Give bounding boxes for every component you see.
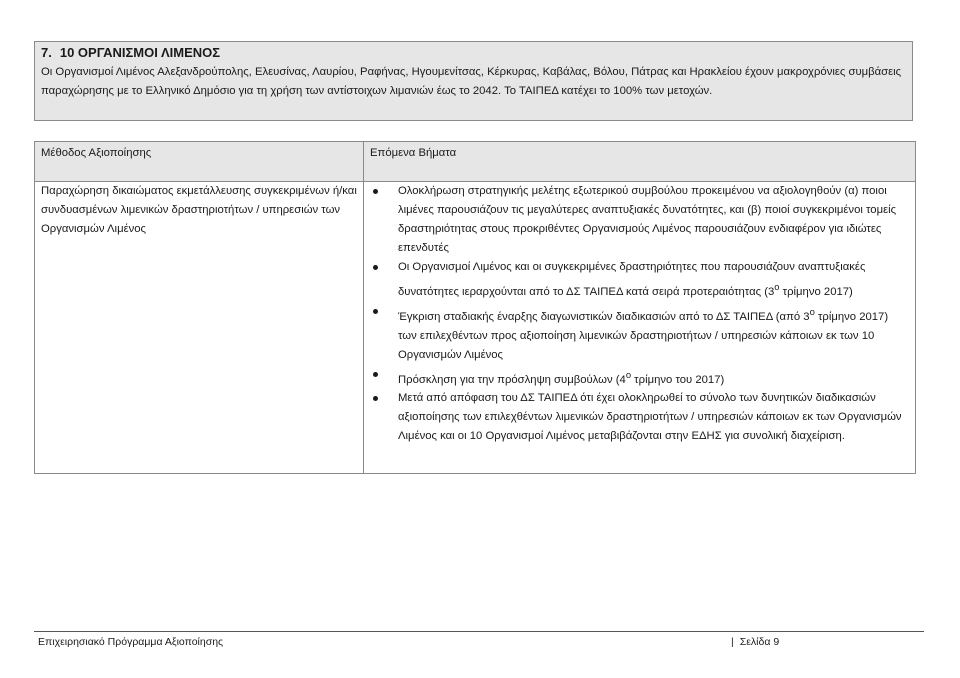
footer-page-number <box>731 635 779 649</box>
list-item <box>370 182 909 258</box>
step-4-text-after: τρίμηνο του 2017) <box>631 373 725 386</box>
footer-separator: | <box>731 636 734 648</box>
header-method: Μέθοδος Αξιοποίησης <box>35 142 364 182</box>
step-3-text: Έγκριση σταδιακής έναρξης διαγωνιστικών διαδικασιών από το ΔΣ ΤΑΙΠΕΔ (από 3 <box>398 310 810 323</box>
list-item <box>370 258 909 302</box>
step-3-sup: ο <box>809 305 815 317</box>
footer-page-label: Σελίδα 9 <box>739 636 780 648</box>
header-next-steps: Επόμενα Βήματα <box>364 142 916 182</box>
section-title <box>41 44 906 62</box>
footer-divider <box>34 631 924 632</box>
method-cell <box>35 182 364 474</box>
step-4-text: Πρόσκληση για την πρόσληψη συμβούλων (4 <box>398 373 626 386</box>
utilization-table <box>34 141 916 474</box>
table-row <box>35 182 916 474</box>
section-title-text: 10 ΟΡΓΑΝΙΣΜΟΙ ΛΙΜΕΝΟΣ <box>59 45 221 60</box>
list-item <box>370 365 909 390</box>
section-header-box <box>34 41 913 121</box>
step-2-text: Οι Οργανισμοί Λιμένος και οι συγκεκριμένες δραστηριότητες που παρουσιάζουν αναπτυξιακές δυνατότητες ιεραρχούνται από το ΔΣ ΤΑΙΠΕΔ κατά σειρά προτεραιότητας (3 <box>398 261 866 298</box>
list-item <box>370 302 909 365</box>
step-4-sup: ο <box>625 368 632 380</box>
step-5-text: Μετά από απόφαση του ΔΣ ΤΑΙΠΕΔ ότι έχει ολοκληρωθεί το σύνολο των δυνητικών διαδικασιών αξιοποίησης των επιλεχθέντων λιμενικών δραστηριοτήτων / υπηρεσιών κάποιων εκ των Οργανισμών Λιμένος και οι 10 Οργανισμοί Λιμένος μεταβιβάζονται στην ΕΔΗΣ για συνολική διαχείριση. <box>398 392 902 443</box>
steps-cell <box>364 182 916 474</box>
list-item <box>370 389 909 446</box>
section-number: 7. <box>41 45 52 60</box>
steps-list <box>370 182 909 446</box>
step-2-text-after: τρίμηνο 2017) <box>779 285 853 298</box>
step-1-text: Ολοκλήρωση στρατηγικής μελέτης εξωτερικού συμβούλου προκειμένου να αξιολογηθούν (α) ποιοι λιμένες παρουσιάζουν τις μεγαλύτερες αναπτυξιακές δυνατότητες, και (β) ποιοί συγκεκριμένοι τομείς δραστηριότητας στους προκριθέντες Οργανισμούς Λιμένος παρουσιάζουν ενδιαφέρον για ιδιώτες επενδυτές <box>398 185 897 254</box>
method-text: Παραχώρηση δικαιώματος εκμετάλλευσης συγκεκριμένων ή/και συνδυασμένων λιμενικών δραστηριοτήτων / υπηρεσιών των Οργανισμών Λιμένος <box>41 185 357 235</box>
section-description: Οι Οργανισμοί Λιμένος Αλεξανδρούπολης, Ελευσίνας, Λαυρίου, Ραφήνας, Ηγουμενίτσας, Κέρκυρας, Καβάλας, Βόλου, Πάτρας και Ηρακλείου έχουν μακροχρόνιες συμβάσεις παραχώρησης με το Ελληνικό Δημόσιο για τη χρήση των αντίστοιχων λιμανιών έως το 2042. Το ΤΑΙΠΕΔ κατέχει το 100% των μετοχών. <box>41 66 902 97</box>
table-header-row <box>35 142 916 182</box>
step-2-sup: ο <box>774 281 780 292</box>
footer-document-title: Επιχειρησιακό Πρόγραμμα Αξιοποίησης <box>38 636 224 648</box>
step-3-text-after: τρίμηνο 2017) των επιλεχθέντων προς αξιοποίηση λιμενικών δραστηριοτήτων / υπηρεσιών κάποιων εκ των 10 Οργανισμών Λιμένος <box>398 310 889 361</box>
